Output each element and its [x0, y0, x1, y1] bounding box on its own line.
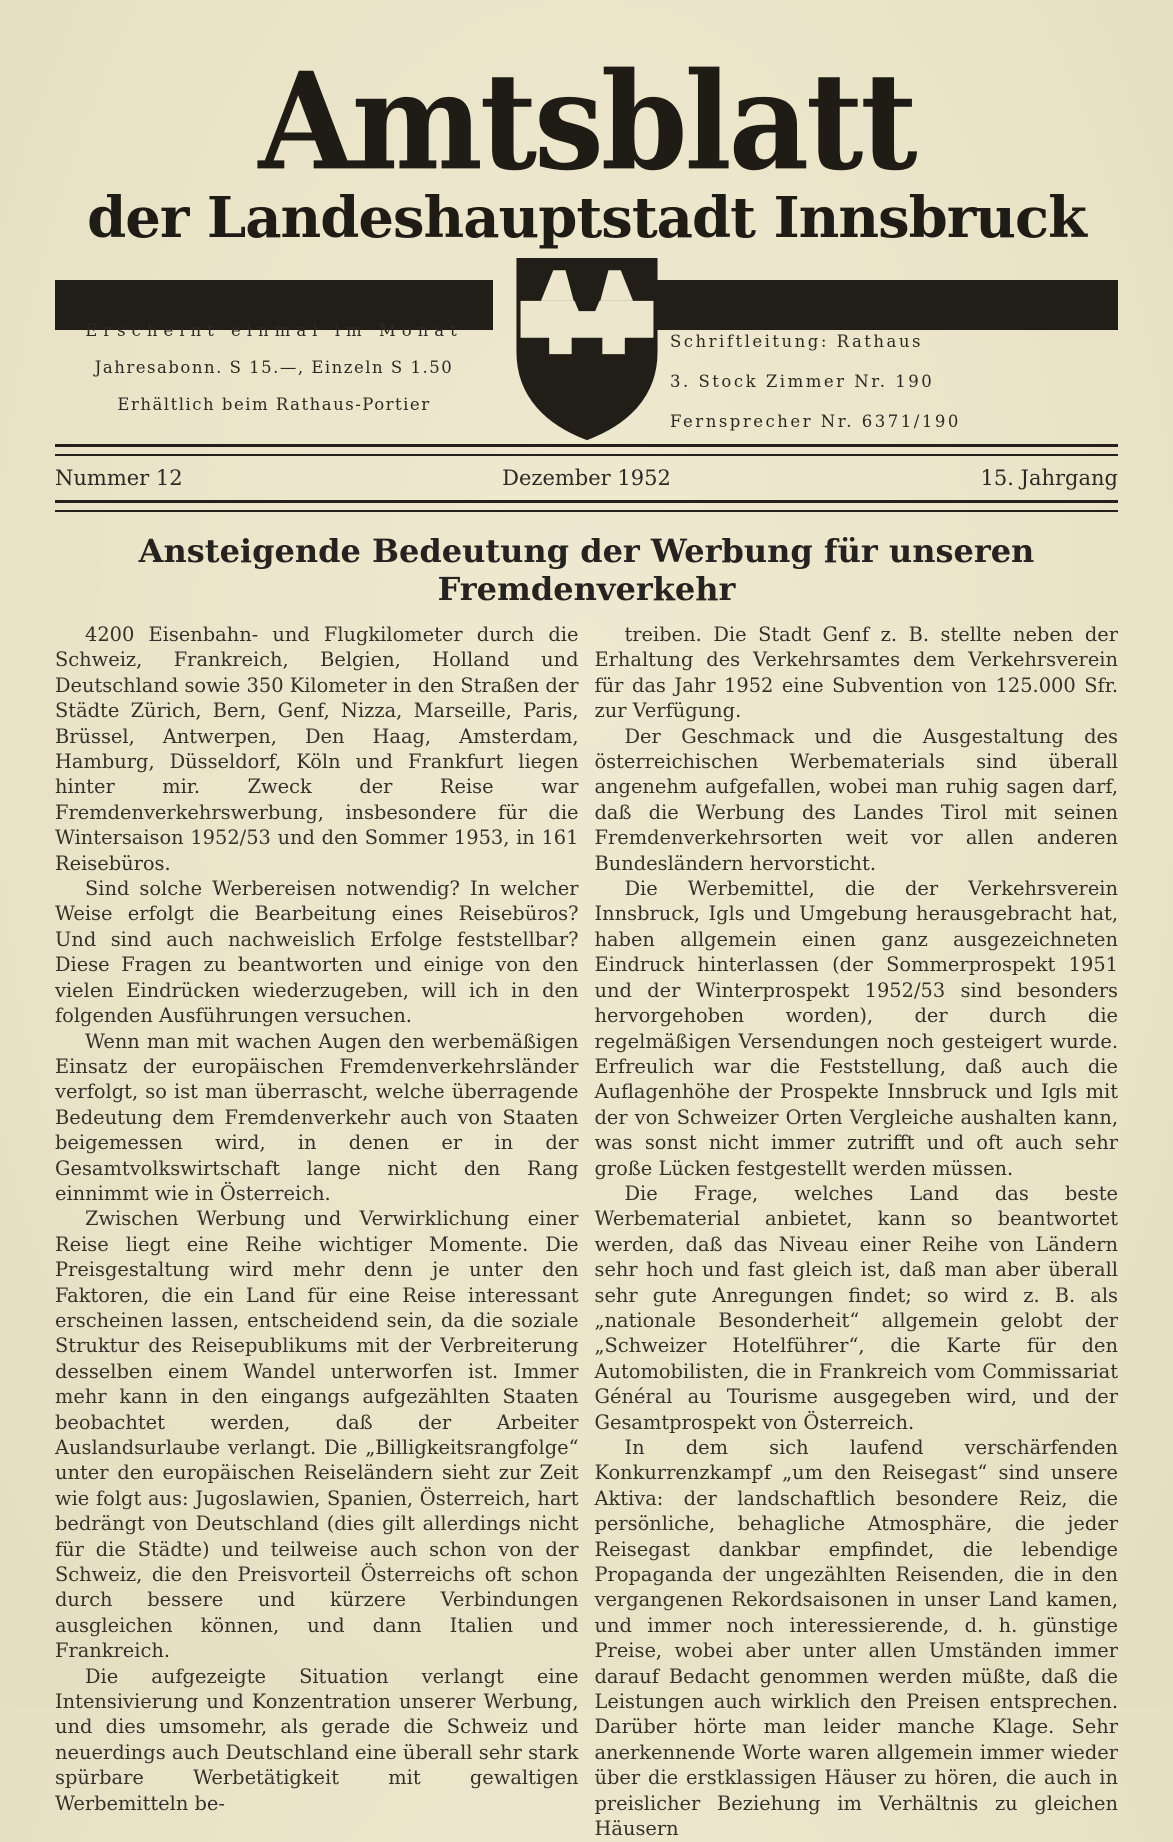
banner [55, 252, 1118, 444]
publication-info-line: Erscheint einmal im Monat [85, 321, 463, 340]
rule-bottom [55, 500, 1118, 512]
publication-info-line: Jahresabonn. S 15.—, Einzeln S 1.50 [94, 358, 454, 377]
article-title: Ansteigende Bedeutung der Werbung für unseren Fremdenverkehr [138, 532, 1035, 608]
article-paragraph: Zwischen Werbung und Verwirklichung einer Reise liegt eine Reihe wichtiger Momente. Die Preisgestaltung wird mehr denn je unter den Faktoren, die ein Land für eine Reise interessant erscheinen lassen, entscheidend sein, da die soziale Struktur des Reisepublikums mit der Verbreiterung desselben einem Wandel unterworfen ist. Immer mehr kann in den eingangs aufgezählten Staaten beobachtet werden, daß der Arbeiter Auslandsurlaube verlangt. Die „Billigkeitsrangfolge“ unter den europäischen Reiseländern sieht zur Zeit wie folgt aus: Jugoslawien, Spanien, Österreich, hart bedrängt von Deutschland (dies gilt allerdings nicht für die Städte) und teilweise auch schon von der Schweiz, die den Preisvorteil Österreichs oft schon durch bessere und kürzere Verbindungen ausgleichen können, und dann Italien und Frankreich. [55, 1207, 579, 1663]
article-paragraph: Die aufgezeigte Situation verlangt eine Intensivierung und Konzentration unserer Werbung, und dies umsomehr, als gerade die Schweiz und neuerdings auch Deutschland eine überall sehr stark spürbare Werbetätigkeit mit gewaltigen Werbemitteln be- [55, 1664, 579, 1815]
article-paragraph: Die Werbemittel, die der Verkehrsverein Innsbruck, Igls und Umgebung herausgebracht hat, haben allgemein einen ganz ausgezeichneten Eindruck hinterlassen (der Sommerprospekt 1951 und der Winterprospekt 1952/53 sind besonders hervorgehoben worden), der durch die regelmäßigen Versendungen noch gesteigert wurde. Erfreulich war die Feststellung, daß auch die Auflagenhöhe der Prospekte Innsbruck und Igls mit der von Schweizer Orten Vergleiche aushalten kann, was sonst nicht immer zutrifft und oft auch sehr große Lücken festgestellt werden müssen. [594, 877, 1118, 1180]
masthead-subtitle: der Landeshauptstadt Innsbruck [87, 185, 1086, 251]
rule-top [55, 444, 1118, 456]
newspaper-page [55, 0, 1118, 1842]
article-body [55, 622, 1118, 1842]
issue-volume: 15. Jahrgang [980, 466, 1118, 490]
article-paragraph: Die Frage, welches Land das beste Werbematerial anbietet, kann so beantwortet werden, daß das Niveau einer Reihe von Ländern sehr hoch und fast gleich ist, daß man aber überall sehr gute Anregungen findet; so wird z. B. als „nationale Besonderheit“ allgemein gelobt der „Schweizer Hotelführer“, die Karte für den Automobilisten, die in Frankreich vom Commissariat Général au Tourisme ausgegeben wird, und der Gesamtprospekt von Österreich. [594, 1181, 1118, 1434]
publication-info-line: Erhältlich beim Rathaus-Portier [117, 395, 431, 414]
article-column-right [595, 622, 1119, 1842]
issue-row [55, 456, 1118, 500]
article-paragraph: Der Geschmack und die Ausgestaltung des österreichischen Werbematerials sind überall angenehm aufgefallen, wobei man ruhig sagen darf, daß die Werbung des Landes Tirol mit seinen Fremdenverkehrsorten weit vor allen anderen Bundesländern hervorsticht. [594, 724, 1118, 875]
article-paragraph: Sind solche Werbereisen notwendig? In welcher Weise erfolgt die Bearbeitung eines Reisebüros? Und sind auch nachweislich Erfolge feststellbar? Diese Fragen zu beantworten und einige von den vielen Eindrücken wiederzugeben, will ich in den folgenden Ausführungen versuchen. [55, 877, 579, 1028]
masthead-title: Amtsblatt [258, 44, 915, 201]
innsbruck-coat-of-arms-icon [510, 258, 664, 442]
article-paragraph: Wenn man mit wachen Augen den werbemäßigen Einsatz der europäischen Fremdenverkehrsländer verfolgt, so ist man überrascht, welche überragende Bedeutung dem Fremdenverkehr auch von Staaten beigemessen wird, in denen er in der Gesamtvolkswirtschaft lange nicht den Rang einnimmt wie in Österreich. [55, 1029, 579, 1205]
publication-info-line: Schriftleitung: Rathaus [670, 332, 923, 351]
publication-info-left [55, 312, 493, 423]
article-paragraph: 4200 Eisenbahn- und Flugkilometer durch die Schweiz, Frankreich, Belgien, Holland und Deutschland sowie 350 Kilometer in den Straßen der Städte Zürich, Bern, Genf, Nizza, Marseille, Paris, Brüssel, Antwerpen, Den Haag, Amsterdam, Hamburg, Düsseldorf, Köln und Frankfurt liegen hinter mir. Zweck der Reise war Fremdenverkehrswerbung, insbesondere für die Wintersaison 1952/53 und den Sommer 1953, in 161 Reisebüros. [55, 623, 579, 875]
issue-number: Nummer 12 [55, 466, 183, 490]
article-paragraph: In dem sich laufend verschärfenden Konkurrenzkampf „um den Reisegast“ sind unsere Aktiva: der landschaftlich besondere Reiz, die persönliche, behagliche Atmosphäre, die jeder Reisegast dankbar empfindet, die lebendige Propaganda der ungezählten Reisenden, die in den vergangenen Rekordsaisonen in unser Land kamen, und immer noch interessierende, d. h. günstige Preise, wobei aber unter allen Umständen immer darauf Bedacht genommen werden müßte, daß die Leistungen auch wirklich den Preisen entsprechen. Darüber hörte man leider manche Klage. Sehr anerkennende Worte waren allgemein immer wieder über die erstklassigen Häuser zu hören, die auch in preislicher Beziehung im Verhältnis zu gleichen Häusern [594, 1436, 1118, 1841]
article-paragraph: treiben. Die Stadt Genf z. B. stellte neben der Erhaltung des Verkehrsamtes dem Verkehrsverein für das Jahr 1952 eine Subvention von 125.000 Sfr. zur Verfügung. [594, 623, 1118, 723]
publication-info-right [670, 322, 1118, 442]
issue-date: Dezember 1952 [502, 466, 671, 490]
article-column-left [55, 622, 579, 1842]
publication-info-line: Fernsprecher Nr. 6371/190 [670, 412, 961, 431]
publication-info-line: 3. Stock Zimmer Nr. 190 [670, 372, 935, 391]
masthead [55, 44, 1118, 251]
